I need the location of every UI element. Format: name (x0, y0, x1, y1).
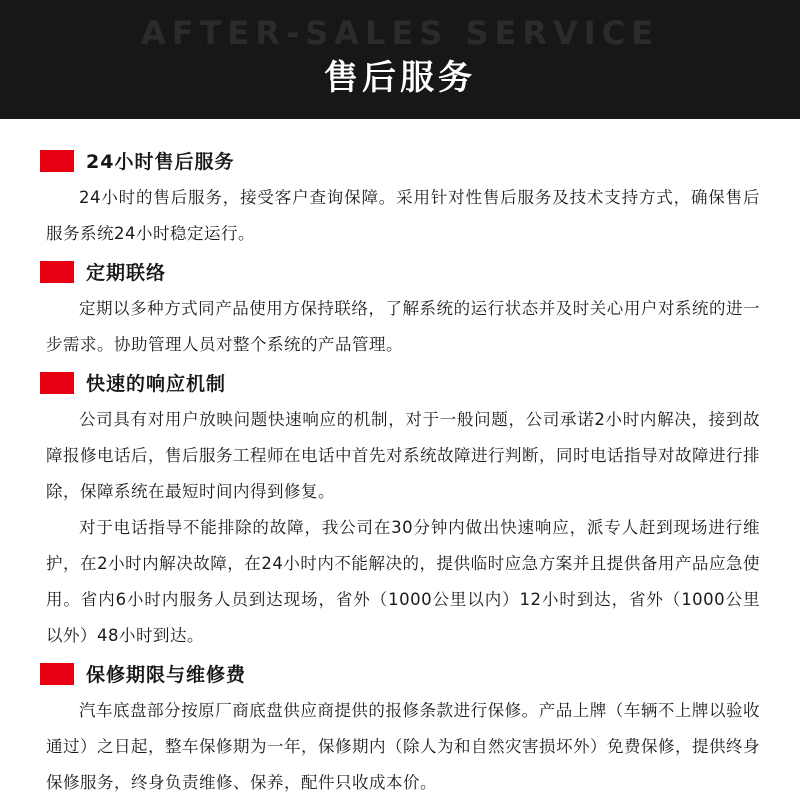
section-paragraph: 定期以多种方式同产品使用方保持联络，了解系统的运行状态并及时关心用户对系统的进一步需求。协助管理人员对整个系统的产品管理。 (46, 299, 760, 354)
section-title: 24小时售后服务 (86, 151, 235, 173)
content-body (0, 119, 800, 801)
section-title: 定期联络 (86, 262, 167, 284)
section-header (40, 369, 760, 396)
red-square-bullet-icon (40, 372, 74, 394)
red-square-bullet-icon (40, 261, 74, 283)
section-title: 保修期限与维修费 (86, 664, 247, 686)
page-header-band (0, 0, 800, 119)
page-title: 售后服务 (324, 58, 476, 98)
red-square-bullet-icon (40, 663, 74, 685)
section-paragraph: 对于电话指导不能排除的故障，我公司在30分钟内做出快速响应，派专人赶到现场进行维护，在2小时内解决故障，在24小时内不能解决的，提供临时应急方案并且提供备用产品应急使用。省内6小时内服务人员到达现场，省外（1000公里以内）12小时到达，省外（1000公里以外）48小时到达。 (46, 518, 760, 645)
section-regular-contact (40, 258, 760, 363)
red-square-bullet-icon (40, 150, 74, 172)
section-header (40, 660, 760, 687)
section-title: 快速的响应机制 (86, 373, 227, 395)
section-paragraph: 汽车底盘部分按原厂商底盘供应商提供的报修条款进行保修。产品上牌（车辆不上牌以验收通过）之日起，整车保修期为一年，保修期内（除人为和自然灾害损坏外）免费保修，提供终身保修服务，终身负责维修、保养，配件只收成本价。 (46, 701, 760, 792)
header-ghost-text: AFTER-SALES SERVICE (140, 14, 660, 52)
section-warranty-period (40, 660, 760, 801)
section-paragraph: 公司具有对用户放映问题快速响应的机制，对于一般问题，公司承诺2小时内解决，接到故障报修电话后，售后服务工程师在电话中首先对系统故障进行判断，同时电话指导对故障进行排除，保障系统在最短时间内得到修复。 (46, 410, 760, 501)
section-header (40, 258, 760, 285)
section-header (40, 147, 760, 174)
section-paragraph: 24小时的售后服务，接受客户查询保障。采用针对性售后服务及技术支持方式，确保售后服务系统24小时稳定运行。 (46, 188, 760, 243)
section-24h-service (40, 147, 760, 252)
section-rapid-response (40, 369, 760, 654)
